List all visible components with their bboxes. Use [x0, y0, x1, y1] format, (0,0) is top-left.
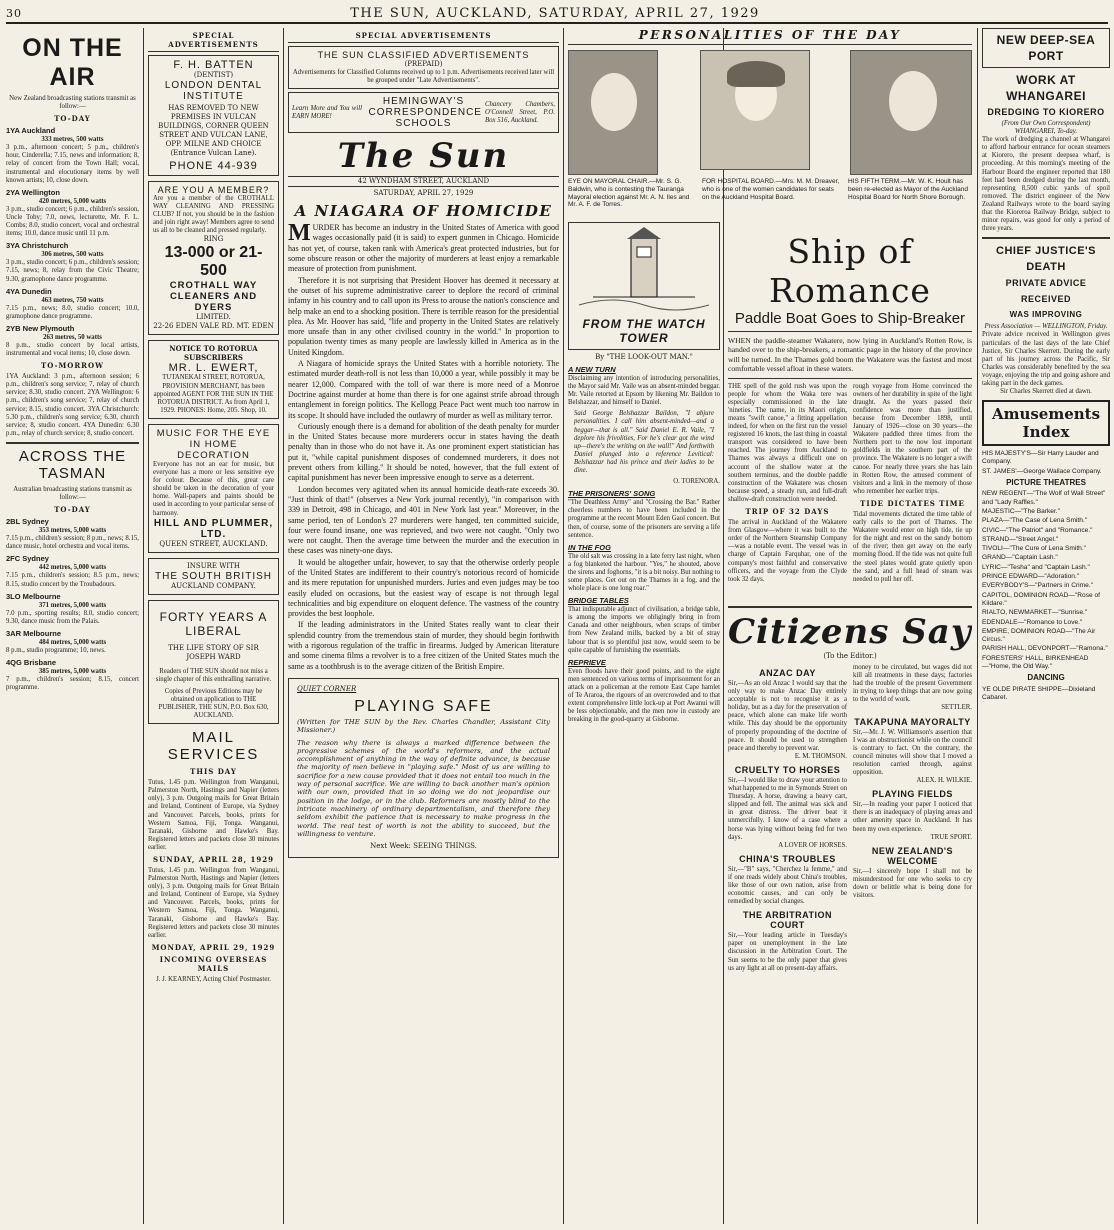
tasman-station	[6, 658, 139, 692]
copies-note: Copies of Previous Editions may be obtained on application to THE PUBLISHER, THE SUN, P.O. Box 630, AUCKLAND.	[158, 687, 269, 720]
radio-station-text: 8 p.m., studio concert by local artists, instrumental and vocal items; 10, close down.	[6, 341, 139, 358]
editorial-p4: Curiously enough there is a demand for abolition of the death penalty for murder in the United States because more murderers occur in states having the death penalty than in those who do not have it. As one prominent expert statistician has put it, "while capital punishment disposes of condemned murderers, it does not prevent others from killing." It should be noted, however, that the full extent of capital punishment has never been impressive enough to serve as a deterrent.	[288, 421, 559, 483]
listing-item: GRAND—"Captain Lash."	[982, 554, 1058, 562]
tide-heading: TIDE DICTATES TIME	[860, 498, 965, 508]
amusements-listing	[982, 450, 1110, 702]
member-text: Are you a member of the CROTHALL WAY CLEANING AND PRESSING CLUB? If not, you should be in the fashion and join right away! Members agree to send us all to be cleaned and pressed regularly.	[153, 195, 274, 235]
paper-address: 42 WYNDHAM STREET, AUCKLAND	[288, 176, 559, 187]
tasman-station-text: 8 p.m., studio programme; 10, news.	[6, 647, 106, 655]
mail-text-2: Tutus, 1.45 p.m. Wellington from Wanganui, Palmerston North, Hastings and Napier (letters only), 3 p.m. Outgoing mails for Great Britain and Ireland, Continent of Europe, via Sydney and Vancouver. Parcels, books, prints for Western Samoa, Fiji, Tonga. Wanganui, Taranaki, Gisborne and Hawke's Bay. Registered letters and packets close 30 minutes earlier.	[148, 867, 279, 939]
personalities-title: PERSONALITIES OF THE DAY	[568, 28, 972, 45]
editorial-body: MURDER has become an industry in the United States of America with good wages occasionally paid (it is said) to expert gunmen in Chicago. Homicide has not yet, of course, taken rank with America's great protected industries, but for some obscure reason or other the majority of murderers at least enjoy a remarkable measure of protection from punishment. Therefore it is not surprising that President Hoover has deemed it necessary at the outset of his supreme administrative career to deplore the record of criminal infamy in his country and to call upon its Press to arouse the nation's conscience and help make an end to a shocking position. There is terrible reason for the presidential plea. As Mr. Hoover has said, "life and property in the United States are relatively more unsafe than in any other civilised country in the world." In proportion to population twenty times as many people are lawlessly killed in America as in the United Kingdom. A Niagara of homicide sprays the United States with a horrible notoriety. The estimated murder death-roll is not less than 10,000 a year, while possibly it may be nearer 12,000. Compared with the toll of war there is more need of a Monroe Doctrine against murder at home than there is for one against strife abroad through entanglement in foreign politics. The Kellogg Peace Pact went much too narrow in its scope. It should have included the outlawry of murder as well as military terror. Curiously enough there is a demand for abolition of the death penalty for murder in the United States because more murderers occur in states having the death penalty than in those who do not have it. As one prominent expert statistician has put it, "while capital punishment disposes of condemned murderers, it does not prevent others from killing." It should be noted, however, that the full extent of capital punishment has never been impressive enough to serve as a deterrent. London becomes very agitated when its annual homicide death-rate exceeds 30. "Just think of that!" (observes a New York journal recently), "in comparison with 339 in Detroit, 498 in Chicago, and 401 in New York last year." Moreover, in the same period, ten of London's 27 murderers were hanged, ten committed suicide, four were found insane, one was reprieved, and two were not caught. "Only two were not caught. Then the average time between the murder and the execution in these cases was ninety-one days. It would be altogether unfair, however, to say that the otherwise orderly people of the United States are indifferent to their country's notorious record of homicide and its mere reputation for unpunished murders. Juries and even judges may be too easily eluded on occasions, but the easiest way of escape is not through legal technicalities and big expenditure on eloquent defence. The vastness of the country provides the best loophole. If the leading administrators in the United States really want to clear their splendid country from the tremendous stain of murder, they should begin forthwith with a rigorous regulation of the traffic in firearms. Judged by American literature and some cinema films a revolver is to a free citizen of the United States much the same as a toothbrush is to the average citizen of the British Empire.	[288, 220, 559, 671]
batten-ad	[148, 55, 279, 176]
justice-text: Private advice received in Wellington gives particulars of the last days of the late Chief Justice, Sir Charles Skerrett. During the early part of his journey across the Pacific, Sir Charles was considerably benefited by the sea voyage, enjoying the trip and going ashore and taking part in the deck games.	[982, 331, 1110, 387]
tasman-station	[6, 517, 139, 551]
fog-text: The old salt was crossing in a late ferry last night, when a fog blanketed the harbour. "Yes," he shouted, above the sirens and foghorns, "it is a bit noisy. But nothing to some places. Get out on the Thames in a fog, and the whole place is one long roar."	[568, 552, 720, 593]
radio-column	[6, 28, 139, 1224]
justice-sign: Sir Charles Skerrett died at dawn.	[1000, 388, 1092, 396]
member-title: ARE YOU A MEMBER?	[157, 185, 270, 195]
ads-header: SPECIAL ADVERTISEMENTS	[148, 31, 279, 52]
tasman-station-name: 4QG Brisbane	[6, 658, 57, 668]
radio-station	[6, 287, 139, 321]
radio-station	[6, 241, 139, 283]
batten-sub: (DENTIST)	[193, 71, 234, 79]
listing-item: PARISH HALL, DEVONPORT—"Ramona."	[982, 645, 1108, 653]
batten-title: LONDON DENTAL INSTITUTE	[164, 80, 263, 102]
rotorua-ad	[148, 340, 279, 418]
caption-dreaver: FOR HOSPITAL BOARD.—Mrs. M. M. Dreaver, who is one of the women candidates for seats on the Auckland Hospital Board.	[702, 178, 840, 201]
radio-station	[6, 324, 139, 358]
settler-sign: SETTLER.	[941, 704, 972, 712]
justice-heading-3: WAS IMPROVING	[1009, 310, 1083, 320]
radio-today: TO-DAY	[54, 114, 91, 124]
hill-name: HILL AND PLUMMER, LTD.	[153, 517, 274, 540]
mail-text: Tutus, 1.45 p.m. Wellington from Wanganui, Palmerston North, Hastings and Napier (letters only), 3 p.m. Outgoing mails for Great Britain and Ireland, Continent of Europe, via Sydney and Vancouver. Parcels, books, prints for Western Samoa, Fiji, Tonga. Wanganui, Taranaki, Gisborne and Hawke's Bay. Registered letters and packets close 30 minutes earlier.	[148, 779, 279, 851]
across-tasman-title: ACROSS THE TASMAN	[18, 447, 127, 482]
watch-poem: Said George Belshazzar Baildon, "I abjure personalities. I call him absent-minded—and a beggar—that is all." Said Daniel E. R. Vaile, "I deplore his frivolities, For he's clear got the wind up—there's the writing on the wall!" And forthwith Daniel plunged into a reference Levitical: Belshazzar had his prince and their ladies to be dine.	[574, 410, 714, 475]
tasman-station-power: 484 metres, 5,000 watts	[38, 638, 107, 646]
cruelty-text: Sir,—I would like to draw your attention to what happened to me in Symonds Street on Thursday. A horse, drawing a heavy cart, slipped and fell. The animal was sick and in great distress. The driver beat it unmercifully. I know of a case where a horse was lying without being fed for two days.	[728, 776, 847, 841]
listing-item: FORESTERS' HALL, BIRKENHEAD—"Home, the Old Way."	[982, 654, 1089, 670]
listing-item: MAJESTIC—"The Barker."	[982, 507, 1060, 515]
citizens-sub: (To the Editor.)	[823, 652, 877, 660]
postmaster: J. J. KEARNEY, Acting Chief Postmaster.	[156, 975, 271, 983]
watch-signed: O. TORENORA.	[673, 478, 720, 486]
anzac-sign: E. M. THOMSON.	[794, 752, 847, 760]
fields-heading: PLAYING FIELDS	[872, 789, 953, 800]
mail-this-day: THIS DAY	[190, 767, 237, 777]
listing-item: PLAZA—"The Case of Lena Smith."	[982, 517, 1088, 525]
ewert-text: TUTANEKAI STREET, ROTORUA, PROVISION MERCHANT, has been appointed AGENT FOR THE SUN IN THE ROTORUA DISTRICT. As from April 1, 1929. PHONES: Home, 205. Shop, 10.	[153, 374, 274, 414]
radio-station-power: 333 metres, 500 watts	[41, 136, 104, 144]
listing-item: CAPITOL, DOMINION ROAD—"Rose of Kildare."	[982, 591, 1100, 607]
playing-byline: (Written for THE SUN by the Rev. Charles Chandler, Assistant City Missioner.)	[297, 717, 550, 735]
rotorua-heading: NOTICE TO ROTORUA SUBSCRIBERS	[169, 344, 258, 363]
new-turn-text: Disclaiming any intention of introducing personalities, the Mayor said Mr. Vaile was an absent-minded beggar. Mr. Vaile retorted at Epsom by likening Mr. Baildon to Belshazzar, and himself to Daniel.	[568, 375, 720, 407]
radio-station	[6, 188, 139, 238]
radio-station-power: 306 metres, 500 watts	[41, 251, 104, 259]
welcome-heading: NEW ZEALAND'S WELCOME	[871, 845, 954, 866]
radio-station-name: 2YB New Plymouth	[6, 323, 75, 333]
radio-station	[6, 126, 139, 185]
listing-item: EMPIRE, DOMINION ROAD—"The Air Circus."	[982, 627, 1096, 644]
mail-monday: MONDAY, APRIL 29, 1929	[151, 942, 276, 952]
radio-tomorrow-text: 1YA Auckland: 3 p.m., afternoon session; 6 p.m., children's song service; 7, relay of church service; 8.30, studio concert. 2YA Wellington: 6 p.m., children's song service; 7, relay of church service; 8.15, studio concert. 3YA Christchurch: 5.30 p.m., children's song service; 6.30, church service; 8, studio concert. 4YA Dunedin: 6.30 p.m., relay of church service; 8, studio concert.	[6, 373, 139, 437]
insure-label: INSURE WITH	[187, 561, 240, 570]
listing-item: DANCING	[1027, 673, 1065, 683]
tasman-station-power: 442 metres, 5,000 watts	[38, 564, 107, 572]
reprieve-heading: REPRIEVE	[568, 657, 606, 667]
hemingway-addr: Chancery Chambers, O'Connell Street, P.O. Box 516, Auckland.	[485, 100, 555, 124]
tasman-station-text: 7.15 p.m., children's session; 8.5 p.m., news; 8.15, studio concert by the Troubadours.	[6, 572, 139, 588]
life-story: THE LIFE STORY OF SIR JOSEPH WARD	[168, 643, 259, 661]
right-column	[982, 28, 1110, 1224]
anzac-heading: ANZAC DAY	[759, 668, 816, 678]
tasman-station-text: 7.0 p.m., sporting results; 8.0, studio concert; 9.30, dance music from the Palais.	[6, 609, 139, 625]
paper-date: SATURDAY, APRIL 27, 1929	[373, 189, 474, 198]
radio-station-name: 4YA Dunedin	[6, 286, 52, 296]
crothall-addr: 22-26 EDEN VALE RD. MT. EDEN	[153, 322, 274, 331]
listing-item: PICTURE THEATRES	[1006, 478, 1086, 488]
tasman-station-text: 7 p.m., children's session; 8.15, concert programme.	[6, 676, 139, 692]
listing-item: EDENDALE—"Romance to Love."	[982, 618, 1083, 626]
listing-item: YE OLDE PIRATE SHIPPE—Dixieland Cabaret.	[982, 685, 1096, 701]
justice-from: Press Association — WELLINGTON, Friday.	[984, 323, 1108, 331]
ship-subtitle: Paddle Boat Goes to Ship-Breaker	[734, 310, 966, 327]
learn-line: Learn More and You will EARN MORE!	[292, 104, 362, 120]
tasman-station-name: 2FC Sydney	[6, 554, 49, 564]
editorial-title: A NIAGARA OF HOMICIDE	[294, 202, 553, 221]
justice-heading: CHIEF JUSTICE'S DEATH	[996, 245, 1096, 274]
port-heading-2: WORK AT WHANGAREI	[1006, 73, 1086, 103]
photo-hoult	[850, 50, 972, 175]
listing-item: ST. JAMES'—George Wallace Company.	[982, 467, 1102, 475]
forty-years-title: FORTY YEARS A LIBERAL	[159, 609, 268, 638]
takapuna-heading: TAKAPUNA MAYORALTY	[854, 716, 971, 727]
photo-baldwin	[568, 50, 658, 175]
arbitration-heading: THE ARBITRATION COURT	[743, 910, 832, 931]
arbitration-text: Sir,—Your leading article in Tuesday's paper on unemployment in the late discussion in the Arbitration Court. The Sun seems to be the only paper that gives us any light at all on present-day affairs.	[728, 932, 847, 972]
reprieve-text: Even floods have their good points, and to the eight men sentenced on various terms of imprisonment for an attack on a policeman at the remote East Cape hamlet of Te Araroa, the rigours of an overcrowded and to that extent comprehensive little lock-up at Port Awanui will be less objectionable, and the men now in custody are breaking in the good-quarry at Gisborne.	[568, 667, 720, 724]
next-week: Next Week: SEEING THINGS.	[370, 842, 477, 851]
prisoners-text: "The Deathless Army" and "Crossing the Bar." Rather cheerless numbers to have been included in the programme at the recent Mount Eden Gaol concert. But then, of course, some of the prisoners are serving a life sentence.	[568, 499, 720, 539]
watch-tower-title: FROM THE WATCH TOWER	[582, 317, 706, 345]
fields-text: Sir,—In reading your paper I noticed that there is an inadequacy of playing areas and other amenity space in Auckland. It has been my own experience.	[853, 801, 972, 833]
masthead-title: THE SUN, AUCKLAND, SATURDAY, APRIL 27, 1929	[350, 5, 760, 21]
justice-heading-2: PRIVATE ADVICE RECEIVED	[1005, 278, 1087, 305]
batten-name: F. H. BATTEN	[173, 59, 254, 71]
playing-text: The reason why there is always a marked difference between the progressive schemes of the world's reformers, and the actual accomplishment of anything in the way of definite advance, is because the majority of men believe in "playing safe." Most of us are willing to sacrifice for a new cause provided that it does not entail too much in the way of personal sacrifice. We are willing to back another man's opinion with our own, provided that in so doing we do not jeopardise our position in the lodge, or in the club. Reformers are mostly blind to the intricate machinery of ordinary departmentalism, and therefore they seldom exhibit the patience that is necessary to make progress in the world. The real test of worth is not the ability to succeed, but the willingness to venture.	[297, 738, 550, 838]
crothall-ad	[148, 181, 279, 335]
radio-intro: New Zealand broadcasting stations transmit as follow:—	[9, 95, 136, 111]
tasman-station-list	[6, 517, 139, 692]
tasman-station-text: 7.15 p.m., children's session; 8 p.m., news; 8.15, dance music, hotel orchestra and vocal items.	[6, 535, 139, 551]
mail-incoming: INCOMING OVERSEAS MAILS	[159, 954, 268, 973]
radio-station-text: 3 p.m., studio concert; 6 p.m., children's session, Uncle Toby; 7.0, news, lecturette, Mr. F. L. Combs; 8.0, studio concert, vocal and orchestral items; 10.0, dance music until 11 p.m.	[6, 205, 139, 238]
port-from: (From Our Own Correspondent) WHANGAREI, To-day.	[1001, 120, 1091, 136]
tasman-station	[6, 629, 139, 655]
batten-phone: PHONE 44-939	[169, 160, 258, 172]
the-sun-logo: The Sun	[337, 136, 510, 177]
listing-item: STRAND—"Street Angel."	[982, 535, 1059, 543]
crothall-name: CROTHALL WAY CLEANERS AND DYERS	[169, 280, 258, 314]
radio-station-name: 1YA Auckland	[6, 126, 56, 136]
ads-column	[148, 28, 279, 1224]
ship-col1b: The arrival in Auckland of the Wakatere from Glasgow—where it was built to the order of the Northern Steamship Company—was a notable event. The vessel was in charge of Captain Farquhar, one of the company's most faithful and conservative officers, and the voyage from the Clyde took 32 days.	[728, 519, 847, 583]
caption-baldwin: EYE ON MAYORAL CHAIR.—Mr. S. G. Baldwin, who is contesting the Tauranga Mayoral election against Mr. A. N. Iles and Mr. A. F. de Torres.	[568, 178, 690, 209]
editorial-p5: London becomes very agitated when its annual homicide death-rate exceeds 30. "Just think of that!" (observes a New York journal recently), "in comparison with 339 in Detroit, 498 in Chicago, and 401 in New York last year." Moreover, in the same period, ten of London's 27 murderers were hanged, ten committed suicide, four were found insane, one was reprieved, and two were not caught. "Only two were not caught. Then the average time between the murder and the execution in these cases was ninety-one days.	[288, 484, 559, 556]
ring-numbers: 13-000 or 21-500	[164, 244, 263, 280]
readers-note: Readers of THE SUN should not miss a single chapter of this enthralling narrative.	[155, 667, 272, 683]
batten-text: HAS REMOVED TO NEW PREMISES IN VULCAN BUILDINGS, CORNER QUEEN STREET AND VULCAN LANE, OPP. MILNE AND CHOICE (Entrance Vulcan Lane).	[158, 104, 269, 157]
ring-label: RING	[203, 235, 224, 244]
listing-item: HIS MAJESTY'S—Sir Harry Lauder and Company.	[982, 450, 1099, 466]
ship-title: Ship of Romance	[769, 232, 931, 310]
forty-years-ad	[148, 600, 279, 725]
money-text: money to be circulated, but wages did not kill all treatments in these days; factories had the trouble of the present Government in trying to keep things that are now going to the world of work.	[853, 664, 972, 704]
auckland-company: AUCKLAND COMPANY.	[171, 581, 256, 590]
radio-station-power: 463 metres, 750 watts	[41, 296, 104, 304]
editorial-column	[288, 28, 559, 1224]
on-the-air-title: ON THE AIR	[22, 34, 123, 91]
editorial-p1: URDER has become an industry in the United States of America with good wages occasionally paid (it is said) to expert gunmen in Chicago. Homicide has not yet, of course, taken rank with America's great protected industries, but for some obscure reason or other the majority of murderers at least enjoy a remarkable measure of protection from punishment.	[288, 223, 559, 274]
radio-station-name: 2YA Wellington	[6, 187, 60, 197]
watch-tower-box	[568, 222, 720, 350]
quiet-corner-box	[288, 678, 559, 858]
tasman-station-name: 3AR Melbourne	[6, 628, 62, 638]
radio-station-list	[6, 126, 139, 358]
tasman-station-power: 353 metres, 5,000 watts	[38, 527, 107, 535]
music-ad	[148, 424, 279, 553]
watch-tower-icon	[573, 227, 715, 313]
listing-item: RIALTO, NEWMARKET—"Sunrise."	[982, 609, 1088, 617]
amusements-index-title: Amusements Index	[982, 400, 1110, 446]
radio-station-power: 420 metres, 5,000 watts	[38, 197, 107, 205]
bridge-heading: BRIDGE TABLES	[568, 596, 629, 606]
fog-heading: IN THE FOG	[568, 542, 611, 552]
port-heading-3: DREDGING TO KIORERO	[987, 107, 1105, 117]
ship-col2: rough voyage from Home convinced the owners of her durability in spite of the light draught. As the years passed their confidence was more than justified, because from December 1898, until January of 1926—close on 30 years—the Wakatere paddled three times from the Northern port to the now lost important goldfields in the southern part of the province. The Wakatere is no longer a swift canoe. For nearly three years she has lain in Rotten Row, the amused comment of visitors and a link in the memory of those who remember her earlier trips.	[853, 382, 972, 495]
photo-dreaver	[700, 50, 810, 170]
insurance-ad	[148, 558, 279, 595]
music-text: Everyone has not an ear for music, but everyone has a more or less sensitive eye for colour. Because of this, great care should be taken in the decoration of your home. Wall-papers and paints should be used in according to your particular sense of harmony.	[153, 460, 274, 517]
listing-item: TIVOLI—"The Cure of Lena Smith."	[982, 545, 1086, 553]
citizens-say	[728, 606, 972, 1224]
tasman-today: TO-DAY	[54, 505, 91, 515]
cruelty-sign: A LOVER OF HORSES.	[778, 841, 847, 849]
center-ads-header: SPECIAL ADVERTISEMENTS	[288, 31, 559, 43]
classified-note: Advertisements for Classified Columns received up to 1 p.m. Advertisements received later will be grouped under "Late Advertisements".	[292, 69, 555, 85]
crothall-sub: LIMITED.	[196, 313, 231, 322]
radio-station-text: 3 p.m., studio concert; 6 p.m., children's session; 7.15, news; 8, relay from the Civic Theatre; 9.30, gramophone dance programme.	[6, 259, 139, 283]
classified-box	[288, 46, 559, 89]
radio-station-text: 3 p.m., afternoon concert; 5 p.m., children's hour, Cinderella; 7.15, news and information; 8, relay of concert from the Town Hall; vocal, instrumental and elocutionary items by well known artists; 10, close down.	[6, 144, 139, 184]
ship-col1: THE spell of the gold rush was upon the people for whom the Waka tere was especially commissioned in the late 'nineties. The name, in its Maori origin, means "swift canoe," a fitting appellation indeed, for when on the first run the vessel registered 16 knots, the last thing in coastal transport was considered to have been reached. The journey from Auckland to Thames was always a difficult one on account of the shallow water at the southern terminus, and the double paddle construction of the Wakatere was chosen because speed, a steady run, and full-draft shallow-draft construction were needed.	[728, 382, 847, 503]
caption-hoult: HIS FIFTH TERM.—Mr. W. K. Hoult has been re-elected as Mayor of the Auckland Hospital Board for North Shore Borough.	[848, 178, 968, 201]
radio-station-name: 3YA Christchurch	[6, 241, 69, 251]
listing-item: EVERYBODY'S—"Partners in Crime."	[982, 582, 1093, 590]
prisoners-heading: THE PRISONERS' SONG	[568, 489, 656, 499]
mail-sunday: SUNDAY, APRIL 28, 1929	[153, 855, 274, 864]
quiet-corner: QUIET CORNER	[297, 684, 357, 693]
listing-item: PRINCE EDWARD—"Adoration."	[982, 573, 1080, 581]
port-heading-box	[982, 28, 1110, 68]
anzac-text: Sir,—As an old Anzac I would say that the only way to make Anzac Day entirely acceptable is not to recognise it as a holiday, but as a day for the preservation of peace, which alone can make life worth while. This day should be the opportunity of properly propounding of the doctrine of peace. It should be used to strengthen peace and thereby to prevent war.	[728, 680, 847, 752]
china-text: Sir,—"B" says, "Cherchez la femme," and if one reads widely about China's troubles, like those of our own nation, arise from economic causes, and can only be remedied by social changes.	[728, 865, 847, 906]
ship-col2b: Tidal movements dictated the time table of early calls to the port of Thames. The Wakatere would enter on high tide, tie up for the night and rest on the sandy bottom of the river; then get away on the early morning flood. If the tide was not quite full the steel plates would grate quietly upon the sand, and a full head of steam was needed to pull her off.	[853, 510, 972, 583]
radio-tomorrow: TO-MORROW	[41, 361, 104, 371]
tasman-station-name: 2BL Sydney	[6, 517, 49, 527]
bridge-text: That indisputable adjunct of civilisation, a bridge table, is among the imports we obligingly bring in from Canada and other neighbours, when scraps of timber from New Zealand mills, backed by a bit of stray labour that is so plentiful just now, would seem to be quite capable of furnishing the essentials.	[568, 606, 720, 654]
port-heading: NEW DEEP-SEA PORT	[996, 33, 1096, 63]
ship-lead: WHEN the paddle-steamer Wakatere, now lying in Auckland's Rotten Row, is handed over to the ship-breakers, a romantic page in the history of the province will be turned. In the Thames gold boom the Wakatere was the fastest and most comfortable vessel afloat in these waters.	[728, 336, 972, 374]
trip-heading: TRIP OF 32 DAYS	[745, 507, 830, 517]
fields-sign: TRUE SPORT.	[930, 833, 972, 841]
editorial-p6: It would be altogether unfair, however, to say that the otherwise orderly people of the United States are indifferent to their country's notorious record of homicide and its mere reputation for unpunished murders. Juries and even judges may be too easily eluded on occasions, but the easiest way of escape is not through legal technicalities and big expenditure on eloquent defence. The vastness of the country provides the best loophole.	[288, 557, 559, 619]
classified-sub: (PREPAID)	[404, 60, 443, 68]
takapuna-sign: ALEX. H. WILKIE.	[916, 777, 972, 785]
china-heading: CHINA'S TROUBLES	[739, 853, 836, 864]
masthead	[6, 4, 1108, 24]
south-british: THE SOUTH BRITISH	[154, 570, 272, 582]
playing-safe-title: PLAYING SAFE	[354, 697, 493, 715]
welcome-text: Sir,—I sincerely hope I shall not be misunderstood for one who seeks to cry down or belittle what is being done for visitors.	[853, 867, 972, 899]
hill-addr: QUEEN STREET, AUCKLAND.	[159, 539, 268, 548]
ewert-name: MR. L. EWERT,	[168, 362, 259, 375]
classified-heading: THE SUN CLASSIFIED ADVERTISEMENTS	[317, 50, 530, 60]
hemingway-ad	[288, 92, 559, 133]
listing-item: CIVIC—"The Patriot" and "Romance."	[982, 526, 1093, 534]
tasman-station-power: 385 metres, 5,000 watts	[38, 668, 107, 676]
tasman-intro: Australian broadcasting stations transmit as follow:—	[13, 485, 132, 501]
tasman-station	[6, 554, 139, 588]
mail-services-title: MAIL SERVICES	[167, 729, 260, 764]
editorial-p2: Therefore it is not surprising that President Hoover has deemed it necessary at the outset of his supreme administrative career to deplore the record of criminal infamy in his country and to call upon its Press to arouse the nation's conscience and help make an end to a shocking position. There is terrible reason for the presidential plea. As Mr. Hoover has said, "life and property in the United States are relatively more unsafe than in any other civilised country in the world." In proportion to population twenty times as many people are lawlessly killed in America as in the United Kingdom.	[288, 275, 559, 357]
tasman-station	[6, 592, 139, 626]
port-text: The work of dredging a channel at Whangarei to afford harbour entrance for ocean steamers at Kiorero, the present deepsea wharf, is proceeding. At this morning's meeting of the Harbour Board the engineer reported that 180 feet had been dredged during the last month, representing 8,500 cubic yards of spoil removed. The district engineer of the New Zealand Railways wrote to the board saying that the Kioreroa Railway Bridge, subject to minor repairs, was good for only a period of three years.	[982, 136, 1110, 233]
hemingway-title: HEMINGWAY'S CORRESPONDENCE SCHOOLS	[368, 96, 482, 130]
takapuna-text: Sir,—Mr. J. W. Williamson's assertion that I was an obstructionist while on the council is contrary to fact. On the contrary, the council minutes will show that I moved a resolution carried through, against opposition.	[853, 728, 972, 777]
radio-station-power: 263 metres, 50 watts	[43, 333, 102, 341]
tasman-station-power: 371 metres, 5,000 watts	[38, 601, 107, 609]
watch-byline: By "THE LOOK-OUT MAN."	[595, 353, 693, 361]
listing-item: LYRIC—"Tesha" and "Captain Lash."	[982, 563, 1090, 571]
citizens-title: Citizens Say	[728, 612, 972, 652]
ship-article	[728, 232, 972, 602]
cruelty-heading: CRUELTY TO HORSES	[734, 764, 841, 775]
editorial-p7: If the leading administrators in the United States really want to clear their splendid country from the tremendous stain of murder, they should begin forthwith with a rigorous regulation of the traffic in firearms. Judged by American literature and some cinema films a revolver is to a free citizen of the United States much the same as a toothbrush is to the average citizen of the British Empire.	[288, 620, 559, 671]
page-number: 30	[6, 6, 22, 20]
listing-item: NEW REGENT—"The Wolf of Wall Street" and "Lady Raffles."	[982, 490, 1106, 506]
music-title: MUSIC FOR THE EYE IN HOME DECORATION	[156, 427, 271, 461]
editorial-p3: A Niagara of homicide sprays the United States with a horrible notoriety. The estimated murder death-roll is not less than 10,000 a year, while possibly it may be nearer 12,000. Compared with the toll of war there is more need of a Monroe Doctrine against murder at home than there is for one against strife abroad through entanglement in foreign politics. The Kellogg Peace Pact went much too narrow in its scope. It should have included the outlawry of murder as well as military terror.	[288, 359, 559, 420]
tasman-station-name: 3LO Melbourne	[6, 591, 61, 601]
new-turn-heading: A NEW TURN	[568, 365, 616, 374]
watch-tower-column	[568, 222, 720, 1224]
radio-station-text: 7.15 p.m., news; 8.0, studio concert; 10.0, gramophone dance programme.	[6, 304, 139, 320]
